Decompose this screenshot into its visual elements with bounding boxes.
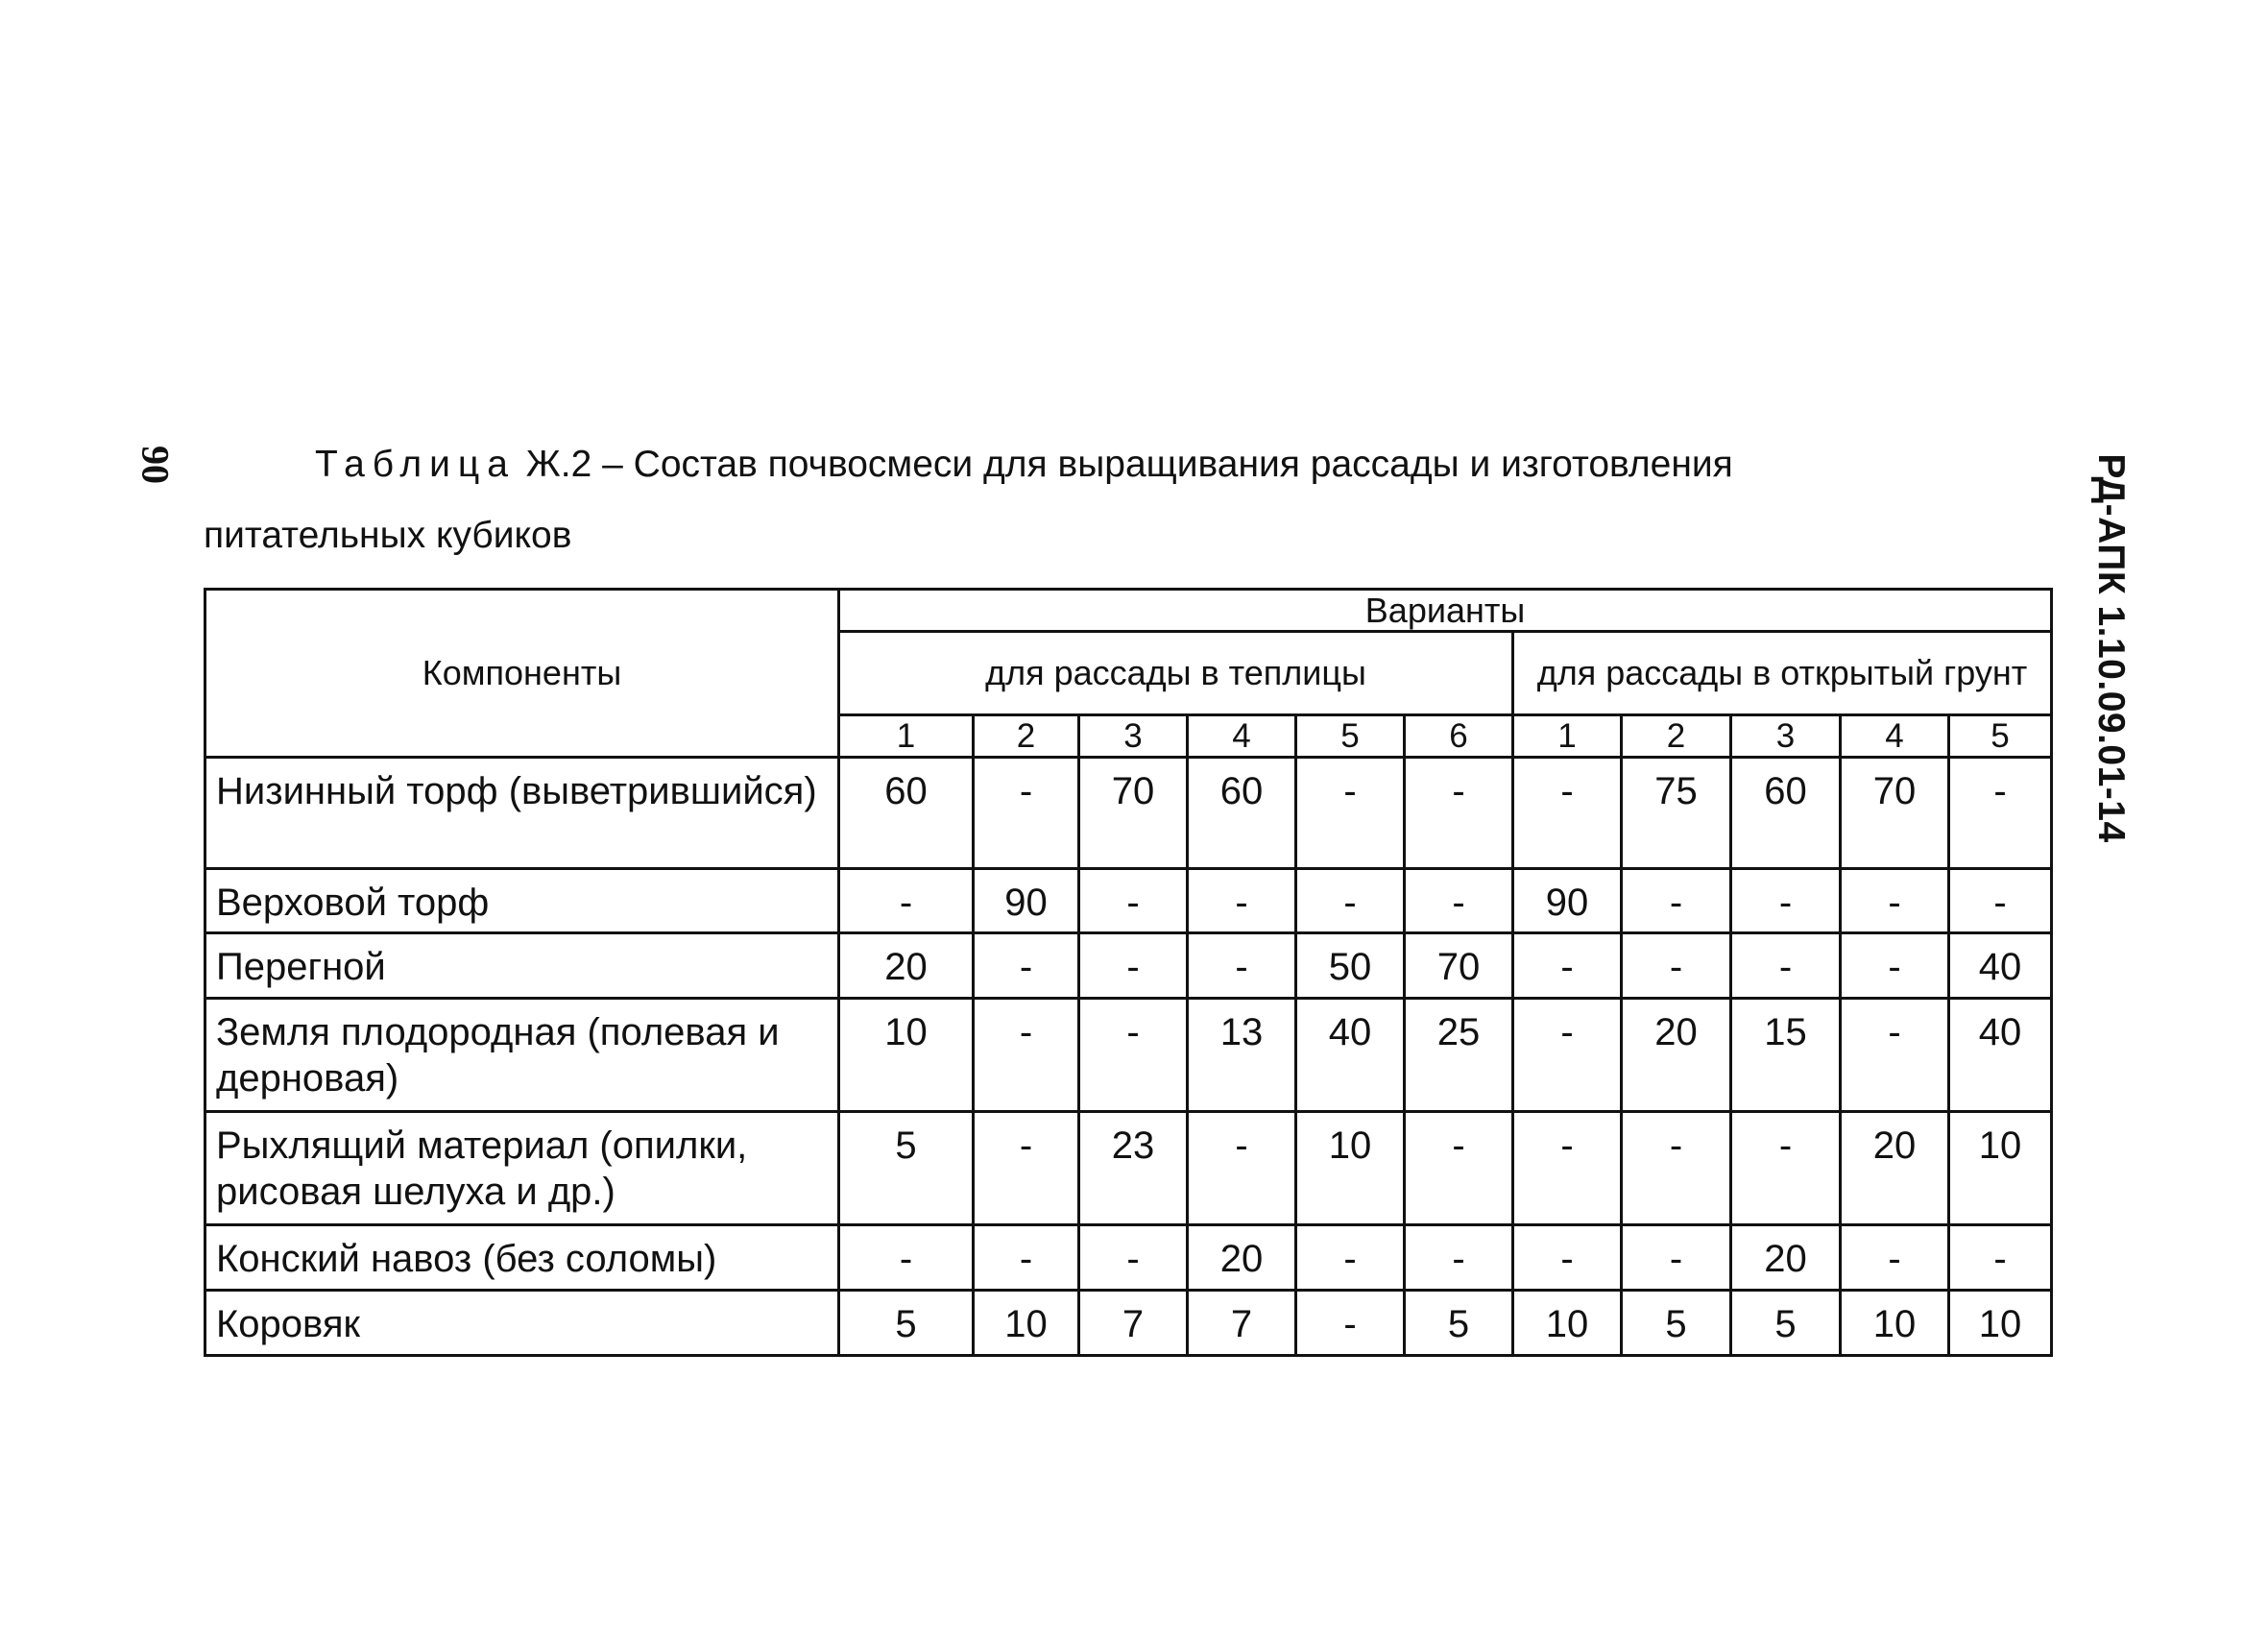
group-open-ground-header: для рассады в открытый грунт [1513,632,2052,715]
table-caption-text: Ж.2 – Состав почвосмеси для выращивания рассады и изготовления [515,444,1733,485]
component-name: Верховой торф [205,869,839,933]
value-cell: 20 [1188,1225,1296,1291]
value-cell: - [1731,1112,1841,1225]
value-cell: 10 [1841,1291,1949,1356]
value-cell: 20 [839,933,974,999]
value-cell: 15 [1731,999,1841,1112]
variant-number: 1 [839,715,974,758]
value-cell: - [974,1225,1079,1291]
value-cell: - [1949,869,2052,933]
value-cell: - [839,1225,974,1291]
variant-number: 2 [974,715,1079,758]
document-code: РД-АПК 1.10.09.01-14 [2090,453,2132,843]
value-cell: - [1513,758,1622,869]
components-header: Компоненты [205,590,839,758]
variant-number: 4 [1841,715,1949,758]
component-name: Конский навоз (без соломы) [205,1225,839,1291]
value-cell: - [1079,999,1188,1112]
component-name: Рыхлящий материал (опилки, рисовая шелуха и др.) [205,1112,839,1225]
value-cell: - [1405,869,1513,933]
value-cell: 5 [1622,1291,1731,1356]
table-caption [315,444,1733,486]
value-cell: - [1079,869,1188,933]
value-cell: - [974,758,1079,869]
value-cell: 40 [1949,933,2052,999]
value-cell: 5 [1405,1291,1513,1356]
table-caption-continuation: питательных кубиков [204,515,572,556]
value-cell: - [1513,933,1622,999]
value-cell: - [974,1112,1079,1225]
component-name: Земля плодородная (полевая и дерновая) [205,999,839,1112]
value-cell: - [1296,1225,1405,1291]
value-cell: 20 [1731,1225,1841,1291]
value-cell: 10 [839,999,974,1112]
value-cell: 5 [1731,1291,1841,1356]
component-name: Перегной [205,933,839,999]
value-cell: 60 [1188,758,1296,869]
value-cell: 5 [839,1112,974,1225]
value-cell: 10 [1949,1112,2052,1225]
composition-table [204,588,2053,1357]
value-cell: - [1188,1112,1296,1225]
table-row [205,758,2052,869]
table-row [205,999,2052,1112]
variant-number: 4 [1188,715,1296,758]
component-name: Коровяк [205,1291,839,1356]
value-cell: 60 [1731,758,1841,869]
value-cell: - [1841,933,1949,999]
value-cell: 10 [1949,1291,2052,1356]
value-cell: 60 [839,758,974,869]
value-cell: 13 [1188,999,1296,1112]
value-cell: 25 [1405,999,1513,1112]
variant-number: 6 [1405,715,1513,758]
value-cell: - [1188,869,1296,933]
value-cell: - [839,869,974,933]
value-cell: - [1841,1225,1949,1291]
value-cell: - [1731,869,1841,933]
value-cell: 23 [1079,1112,1188,1225]
value-cell: - [1296,758,1405,869]
table-row [205,933,2052,999]
value-cell: 90 [1513,869,1622,933]
value-cell: - [1622,1112,1731,1225]
value-cell: - [1841,999,1949,1112]
value-cell: - [1079,933,1188,999]
value-cell: - [1405,1112,1513,1225]
value-cell: - [1949,758,2052,869]
variant-number: 3 [1079,715,1188,758]
value-cell: 20 [1841,1112,1949,1225]
value-cell: 10 [1296,1112,1405,1225]
value-cell: - [1949,1225,2052,1291]
value-cell: 70 [1079,758,1188,869]
value-cell: 40 [1296,999,1405,1112]
value-cell: 40 [1949,999,2052,1112]
value-cell: - [1405,758,1513,869]
value-cell: - [1513,1112,1622,1225]
group-greenhouse-header: для рассады в теплицы [839,632,1513,715]
header-row-variants [205,590,2052,632]
value-cell: - [1296,869,1405,933]
value-cell: 10 [1513,1291,1622,1356]
value-cell: - [1188,933,1296,999]
page-number: 90 [133,446,178,484]
value-cell: 50 [1296,933,1405,999]
variant-number: 3 [1731,715,1841,758]
variant-number: 5 [1949,715,2052,758]
value-cell: - [1622,1225,1731,1291]
value-cell: - [1405,1225,1513,1291]
value-cell: - [1296,1291,1405,1356]
value-cell: - [1513,1225,1622,1291]
value-cell: 5 [839,1291,974,1356]
table-row [205,1291,2052,1356]
value-cell: 75 [1622,758,1731,869]
table-caption-word: Таблица [315,444,516,485]
value-cell: 20 [1622,999,1731,1112]
value-cell: 10 [974,1291,1079,1356]
table-row [205,1225,2052,1291]
value-cell: 70 [1841,758,1949,869]
value-cell: - [1079,1225,1188,1291]
value-cell: - [1513,999,1622,1112]
variant-number: 5 [1296,715,1405,758]
value-cell: 7 [1188,1291,1296,1356]
table-row [205,1112,2052,1225]
table-row [205,869,2052,933]
component-name: Низинный торф (выветрившийся) [205,758,839,869]
value-cell: - [974,999,1079,1112]
value-cell: - [1622,933,1731,999]
value-cell: - [974,933,1079,999]
variants-header: Варианты [839,590,2052,632]
variant-number: 2 [1622,715,1731,758]
value-cell: - [1622,869,1731,933]
value-cell: 90 [974,869,1079,933]
value-cell: 70 [1405,933,1513,999]
value-cell: - [1841,869,1949,933]
variant-number: 1 [1513,715,1622,758]
value-cell: - [1731,933,1841,999]
value-cell: 7 [1079,1291,1188,1356]
